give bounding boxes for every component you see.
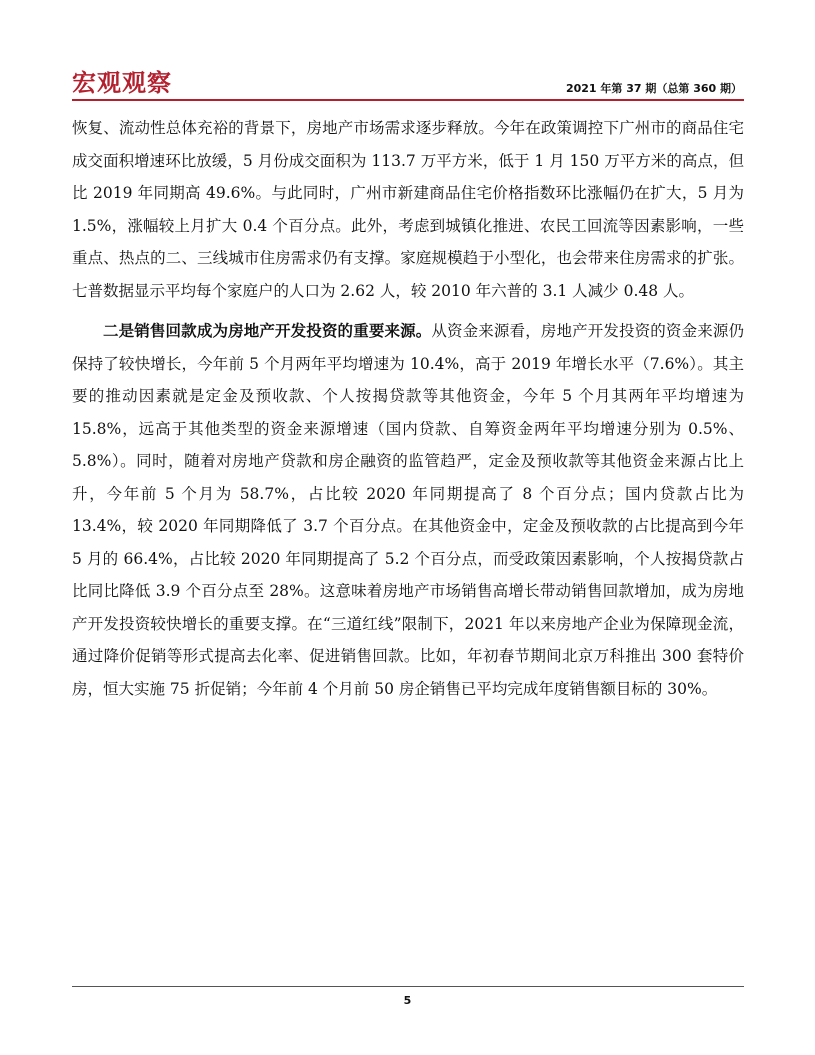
paragraph-2-lead: 二是销售回款成为房地产开发投资的重要来源。 — [103, 321, 432, 340]
footer-divider — [72, 986, 744, 987]
paragraph-1: 恢复、流动性总体充裕的背景下，房地产市场需求逐步释放。今年在政策调控下广州市的商品住宅成交面积增速环比放缓，5 月份成交面积为 113.7 万平方米，低于 1 月 150 万平方米的高点，但比 2019 年同期高 49.6%。与此同时，广州市新建商品住宅价格指数环比涨幅仍在扩大，5 月为 1.5%，涨幅较上月扩大 0.4 个百分点。此外，考虑到城镇化推进、农民工回流等因素影响，一些重点、热点的二、三线城市住房需求仍有支撑。家庭规模趋于小型化，也会带来住房需求的扩张。七普数据显示平均每个家庭户的人口为 2.62 人，较 2010 年六普的 3.1 人减少 0.48 人。 — [72, 119, 744, 300]
page-number: 5 — [403, 994, 412, 1007]
paragraph-2 — [72, 315, 744, 705]
paragraph-2-text: 从资金来源看，房地产开发投资的资金来源仍保持了较快增长，今年前 5 个月两年平均增速为 10.4%，高于 2019 年增长水平（7.6%）。其主要的推动因素就是定金及预收款、个人按揭贷款等其他资金，今年 5 个月其两年平均增速为 15.8%，远高于其他类型的资金来源增速（国内贷款、自筹资金两年平均增速分别为 0.5%、5.8%）。同时，随着对房地产贷款和房企融资的监管趋严，定金及预收款等其他资金来源占比上升，今年前 5 个月为 58.7%，占比较 2020 年同期提高了 8 个百分点；国内贷款占比为 13.4%，较 2020 年同期降低了 3.7 个百分点。在其他资金中，定金及预收款的占比提高到今年 5 月的 66.4%，占比较 2020 年同期提高了 5.2 个百分点，而受政策因素影响，个人按揭贷款占比同比降低 3.9 个百分点至 28%。这意味着房地产市场销售高增长带动销售回款增加，成为房地产开发投资较快增长的重要支撑。在“三道红线”限制下，2021 年以来房地产企业为保障现金流，通过降价促销等形式提高去化率、促进销售回款。比如，年初春节期间北京万科推出 300 套特价房，恒大实施 75 折促销；今年前 4 个月前 50 房企销售已平均完成年度销售额目标的 30%。 — [72, 322, 744, 698]
publication-title: 宏观观察 — [72, 69, 172, 97]
article-body — [72, 112, 744, 705]
header-divider — [72, 99, 744, 101]
page-header — [72, 68, 744, 100]
issue-number: 2021 年第 37 期（总第 360 期） — [565, 82, 742, 95]
